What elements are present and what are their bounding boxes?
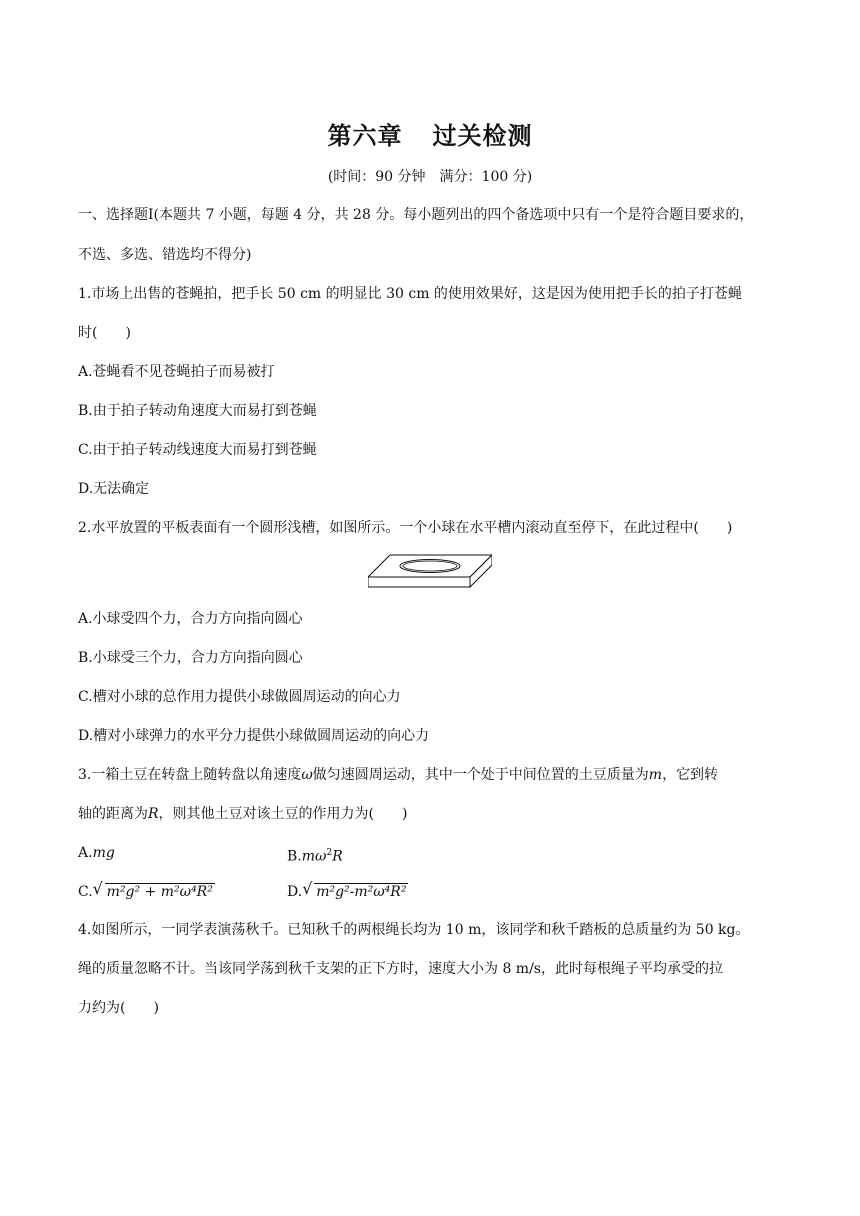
groove-plate-figure — [368, 553, 492, 593]
q3-stem-line2: 轴的距离为R，则其他土豆对该土豆的作用力为( ) — [78, 806, 408, 822]
q4-stem-line2: 绳的质量忽略不计。当该同学荡到秋千支架的正下方时，速度大小为 8 m/s，此时每根绳子平均承受的拉 — [78, 961, 723, 977]
q3-option-d: D. √ m²g²-m²ω⁴R² — [287, 879, 407, 900]
q1-stem-line1: 1.市场上出售的苍蝇拍，把手长 50 cm 的明显比 30 cm 的使用效果好，这是因为使用把手长的拍子打苍蝇 — [78, 286, 742, 302]
q4-stem-line1: 4.如图所示，一同学表演荡秋千。已知秋千的两根绳长均为 10 m，该同学和秋千踏板的总质量约为 50 kg。 — [78, 922, 750, 938]
q2-option-b: B.小球受三个力，合力方向指向圆心 — [78, 650, 303, 666]
section-heading-line2: 不选、多选、错选均不得分) — [78, 247, 252, 263]
q4-stem-line3: 力约为( ) — [78, 1000, 159, 1016]
q1-stem-line2: 时( ) — [78, 325, 131, 341]
q3-option-a: A.mg — [78, 845, 115, 861]
sqrt-expression: √ m²g²-m²ω⁴R² — [302, 879, 407, 900]
radius-symbol: R — [148, 806, 159, 822]
omega-symbol: ω — [301, 767, 313, 783]
q2-option-d: D.槽对小球弹力的水平分力提供小球做圆周运动的向心力 — [78, 728, 430, 744]
sqrt-expression: √ m²g² + m²ω⁴R² — [92, 879, 213, 900]
q2-stem: 2.水平放置的平板表面有一个圆形浅槽，如图所示。一个小球在水平槽内滚动直至停下，在此过程中( ) — [78, 520, 733, 536]
q1-option-b: B.由于拍子转动角速度大而易打到苍蝇 — [78, 403, 317, 419]
q3-option-b: $B.m\omega^2R$ — [287, 848, 343, 865]
q3-stem-line1: 3.一箱土豆在转盘上随转盘以角速度ω做匀速圆周运动，其中一个处于中间位置的土豆质量为m，它到转 — [78, 767, 719, 783]
chapter-label: 第六章 — [327, 121, 403, 150]
page-title — [0, 116, 860, 151]
q2-option-c: C.槽对小球的总作用力提供小球做圆周运动的向心力 — [78, 689, 401, 705]
mass-symbol: m — [648, 767, 663, 783]
section-heading-line1: 一、选择题I(本题共 7 小题，每题 4 分，共 28 分。每小题列出的四个备选项中只有一个是符合题目要求的， — [78, 207, 754, 223]
exam-info: (时间：90 分钟 满分：100 分) — [327, 169, 533, 185]
q1-option-d: D.无法确定 — [78, 481, 150, 497]
q1-option-c: C.由于拍子转动线速度大而易打到苍蝇 — [78, 442, 317, 458]
chapter-topic: 过关检测 — [432, 121, 533, 150]
q1-option-a: A.苍蝇看不见苍蝇拍子而易被打 — [78, 364, 275, 380]
q3-option-c: C. √ m²g² + m²ω⁴R² — [78, 879, 213, 900]
q2-option-a: A.小球受四个力，合力方向指向圆心 — [78, 611, 303, 627]
